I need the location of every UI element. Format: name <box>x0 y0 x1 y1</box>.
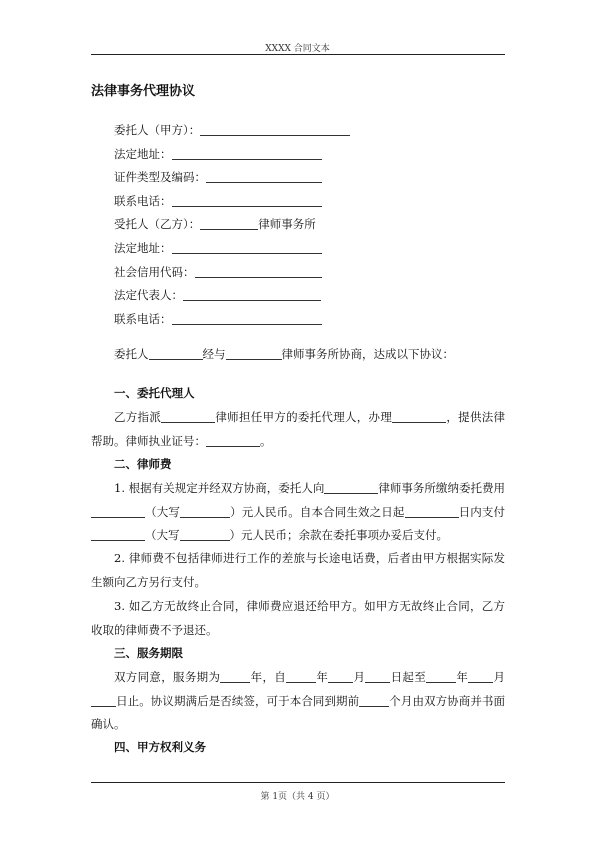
blank-line <box>172 194 322 207</box>
party-info-list <box>114 119 350 331</box>
blank-line <box>286 670 316 683</box>
blank-line <box>365 670 390 683</box>
blank-line <box>180 505 230 518</box>
blank-line <box>172 147 322 160</box>
blank-line <box>359 694 389 707</box>
field-client-address <box>114 143 350 167</box>
section-heading-2: 二、律师费 <box>114 457 172 471</box>
blank-line <box>172 241 322 254</box>
blank-line <box>149 347 203 360</box>
field-label: 联系电话： <box>114 311 172 326</box>
field-client-id <box>114 166 350 190</box>
section-2-paragraph-1: 1. 根据有关规定并经双方协商，委托人向 律师事务所缴纳委托费用（大写 ）元人民币。自本合同生效之日起 日内支付（大写 ）元人民币；余款在委托事项办妥后支付。 <box>91 477 505 548</box>
footer-divider <box>91 782 505 783</box>
intro-paragraph: 委托人 经与 律师事务所协商，达成以下协议： <box>114 347 454 361</box>
field-client-name <box>114 119 350 143</box>
field-label: 法定代表人： <box>114 288 183 303</box>
blank-line <box>195 265 322 278</box>
blank-line <box>200 217 258 230</box>
field-label: 委托人（甲方）： <box>114 123 201 137</box>
field-agent-credit-code <box>114 261 350 285</box>
blank-line <box>200 123 350 136</box>
blank-line <box>183 288 321 301</box>
page-footer: 第 1页（共 4 页） <box>260 792 335 802</box>
blank-line <box>226 347 282 360</box>
field-agent-name <box>114 213 350 237</box>
header-divider <box>91 54 505 55</box>
document-title: 法律事务代理协议 <box>91 84 196 99</box>
field-suffix: 律师事务所 <box>258 217 316 232</box>
field-client-phone <box>114 190 350 214</box>
field-label: 证件类型及编码： <box>114 170 206 185</box>
section-1-paragraph: 乙方指派 律师担任甲方的委托代理人，办理 ，提供法律帮助。律师执业证号： 。 <box>91 410 506 448</box>
blank-line <box>161 410 215 423</box>
page-header: XXXX 合同文本 <box>265 44 330 54</box>
field-agent-address <box>114 237 350 261</box>
section-2-paragraph-2: 2. 律师费不包括律师进行工作的差旅与长途电话费，后者由甲方根据实际发生额向乙方另行支付。 <box>91 551 505 589</box>
section-heading-4: 四、甲方权利义务 <box>114 740 206 754</box>
blank-line <box>206 170 322 183</box>
field-agent-phone <box>114 308 350 332</box>
field-label: 法定地址： <box>114 240 172 255</box>
blank-line <box>91 528 145 541</box>
blank-line <box>180 528 230 541</box>
blank-line <box>91 694 116 707</box>
blank-line <box>426 670 456 683</box>
section-3-paragraph: 双方同意，服务期为 年，自 年 月 日起至 年 月日止。协议期满后是否续签，可于本合同到期前 个月由双方协商并书面确认。 <box>91 670 505 732</box>
field-agent-representative <box>114 284 350 308</box>
blank-line <box>405 505 459 518</box>
blank-line <box>468 670 493 683</box>
section-heading-3: 三、服务期限 <box>114 646 183 660</box>
field-label: 法定地址： <box>114 146 172 161</box>
blank-line <box>91 505 145 518</box>
blank-line <box>206 434 260 447</box>
field-label: 联系电话： <box>114 193 172 208</box>
section-2-paragraph-3: 3. 如乙方无故终止合同，律师费应退还给甲方。如甲方无故终止合同，乙方收取的律师费不予退还。 <box>91 599 505 637</box>
blank-line <box>172 312 322 325</box>
blank-line <box>328 670 353 683</box>
field-label: 受托人（乙方）： <box>114 217 201 232</box>
blank-line <box>392 410 446 423</box>
blank-line <box>324 481 378 494</box>
blank-line <box>220 670 250 683</box>
section-heading-1: 一、委托代理人 <box>114 386 195 400</box>
field-label: 社会信用代码： <box>114 264 195 279</box>
